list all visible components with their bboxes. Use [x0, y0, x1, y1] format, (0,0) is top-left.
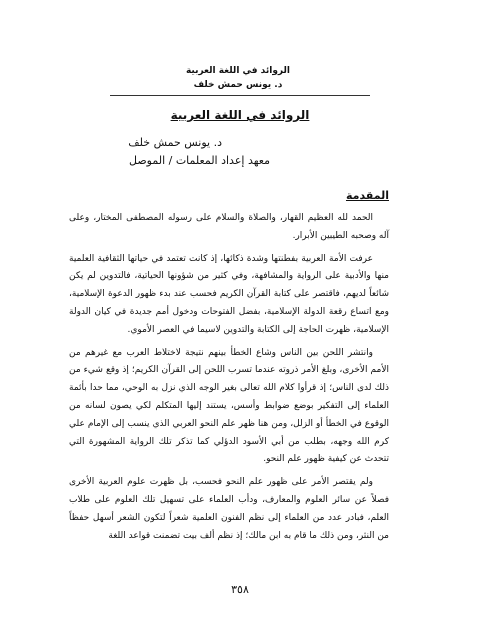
header-divider: [110, 95, 370, 96]
article-title: الروائد في اللغة العربية: [170, 108, 310, 122]
page-number: ٣٥٨: [231, 583, 249, 596]
section-title: المقدمة: [345, 189, 389, 202]
paragraph: الحمد لله العظيم القهار، والصلاة والسلام على رسوله المصطفى المختار، وعلى آله وصحبه الطيبين الأبرار.: [69, 213, 389, 241]
paragraph: وانتشر اللحن بين الناس وشاع الخطأ بينهم نتيجة لاختلاط العرب مع غيرهم من الأمم الأخرى، وبلغ الأمر ذروته عندما تسرب اللحن إلى القرآن الكريم؛ إذ وقع شيء من ذلك لدى الناس؛ إذ قرأوا كلام الله تعالى بغير الوجه الذي نزل به الوحي، مما حدا بأئمة العلماء إلى التفكير بوضع ضوابط وأسس، يستند إليها المتكلم لكي يصون لسانه من الوقوع في الخطأ أو الزلل، ومن هنا ظهر علم النحو العربي الذي ينسب إلى الإمام علي كرم الله وجهه، بطلب من أبي الأسود الدؤلي كما تذكر تلك الرواية المشهورة التي تتحدث عن كيفية ظهور علم النحو.: [69, 347, 389, 465]
running-header-author: د. يونس حمش خلف: [193, 80, 283, 90]
article-affiliation: معهد إعداد المعلمات / الموصل: [129, 154, 270, 167]
paragraph: عرفت الأمة العربية بفطنتها وشدة ذكائها، إذ كانت تعتمد في حياتها الثقافية العلمية منها والأدبية على الرواية والمشافهة، وفي كثير من شؤونها الحياتية، فالتدوين لم يكن شائعاً لديهم، فاقتصر على كتابة القرآن الكريم فحسب عند بدء ظهور الدعوة الإسلامية، ومع اتساع رقعة الدولة الإسلامية، بفضل الفتوحات ودخول أمم جديدة في كيان الدولة الإسلامية، ظهرت الحاجة إلى الكتابة والتدوين لاسيما في العصر الأموي.: [69, 253, 389, 335]
running-header-journal: الروائد في اللغة العربية: [185, 66, 290, 76]
running-header: [186, 64, 290, 92]
paragraph: ولم يقتصر الأمر على ظهور علم النحو فحسب، بل ظهرت علوم العربية الأخرى فصلاً عن سائر العلوم والمعارف، ودأب العلماء على تسهيل تلك العلوم على طلاب العلم، فبادر عدد من العلماء إلى نظم الفنون العلمية شعراً لتكون الشعر أسهل حفظاً من النثر، ومن ذلك ما قام به ابن مالك؛ إذ نظم ألف بيت تضمنت قواعد اللغة: [69, 477, 389, 541]
article-author: د. يونس حمش خلف: [128, 136, 222, 149]
body-text: [69, 210, 389, 550]
